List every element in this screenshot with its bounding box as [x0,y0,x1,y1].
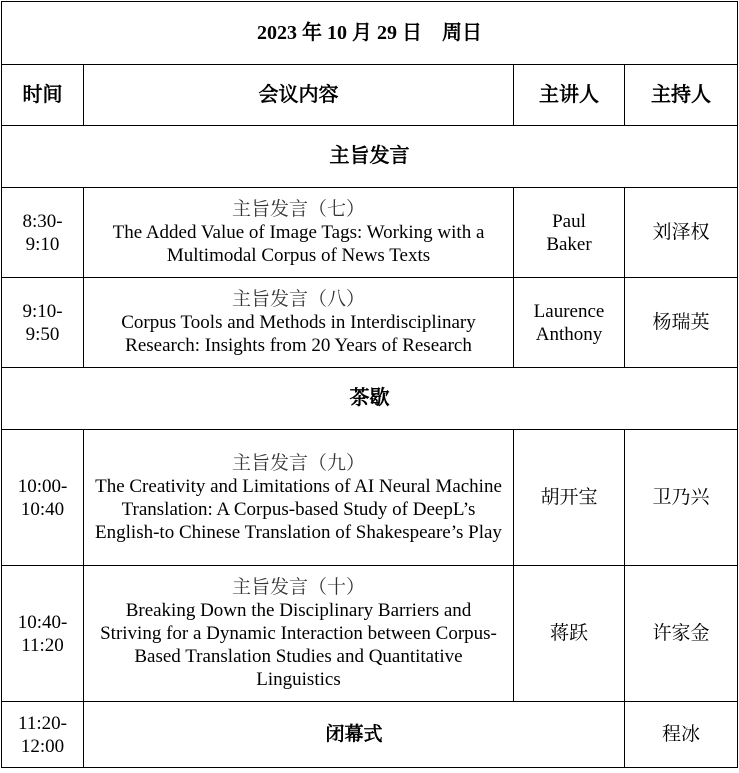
section-title-tea-break: 茶歇 [2,368,738,430]
time-start: 8:30- [22,210,63,232]
time-end: 9:10 [25,233,60,255]
talk-label: 主旨发言（八） [231,289,365,310]
speaker-cell: Laurence Anthony [514,278,625,368]
time-cell [2,702,84,768]
time-start: 10:40- [17,611,68,633]
host-cell: 刘泽权 [625,188,738,278]
section-title-closing: 闭幕式 [84,702,625,768]
speaker-cell: 蒋跃 [514,566,625,702]
column-header-content: 会议内容 [84,65,514,126]
time-cell [2,278,84,368]
time-end: 12:00 [20,735,65,757]
speaker-cell: Paul Baker [514,188,625,278]
content-cell [84,566,514,702]
time-cell [2,566,84,702]
content-cell [84,430,514,566]
host-cell: 许家金 [625,566,738,702]
time-end: 11:20 [21,634,64,656]
time-start: 11:20- [18,712,67,734]
section-row-tea-break [2,368,738,430]
date-header: 2023 年 10 月 29 日 周日 [2,2,738,65]
talk-title: Breaking Down the Disciplinary Barriers and Striving for a Dynamic Interaction between Corpus-Based Translation Studies and Quantitative Linguistics [100,600,497,690]
host-cell: 杨瑞英 [625,278,738,368]
talk-label: 主旨发言（九） [231,452,365,474]
speaker-cell: 胡开宝 [514,430,625,566]
time-end: 10:40 [20,498,65,520]
time-cell [2,430,84,566]
time-start: 9:10- [22,300,63,322]
closing-row [2,702,738,768]
column-header-time: 时间 [2,65,84,126]
table-row [2,566,738,702]
time-end: 9:50 [25,323,60,345]
content-cell [84,188,514,278]
schedule-table [1,1,738,768]
host-cell: 程冰 [625,702,738,768]
host-cell: 卫乃兴 [625,430,738,566]
time-start: 10:00- [17,475,68,497]
talk-title: The Creativity and Limitations of AI Neural Machine Translation: A Corpus-based Study of DeepL’s English-to Chinese Translation of Shakespeare’s Play [95,475,502,543]
content-cell [84,278,514,368]
talk-label: 主旨发言（十） [231,577,365,598]
talk-label: 主旨发言（七） [231,199,365,220]
talk-title: Corpus Tools and Methods in Interdisciplinary Research: Insights from 20 Years of Research [121,312,476,356]
table-row [2,278,738,368]
table-row [2,188,738,278]
talk-title: The Added Value of Image Tags: Working with a Multimodal Corpus of News Texts [112,222,485,266]
column-header-row [2,65,738,126]
section-row-keynote [2,126,738,188]
table-row [2,430,738,566]
date-row [2,2,738,65]
time-cell [2,188,84,278]
column-header-host: 主持人 [625,65,738,126]
column-header-speaker: 主讲人 [514,65,625,126]
section-title-keynote: 主旨发言 [2,126,738,188]
